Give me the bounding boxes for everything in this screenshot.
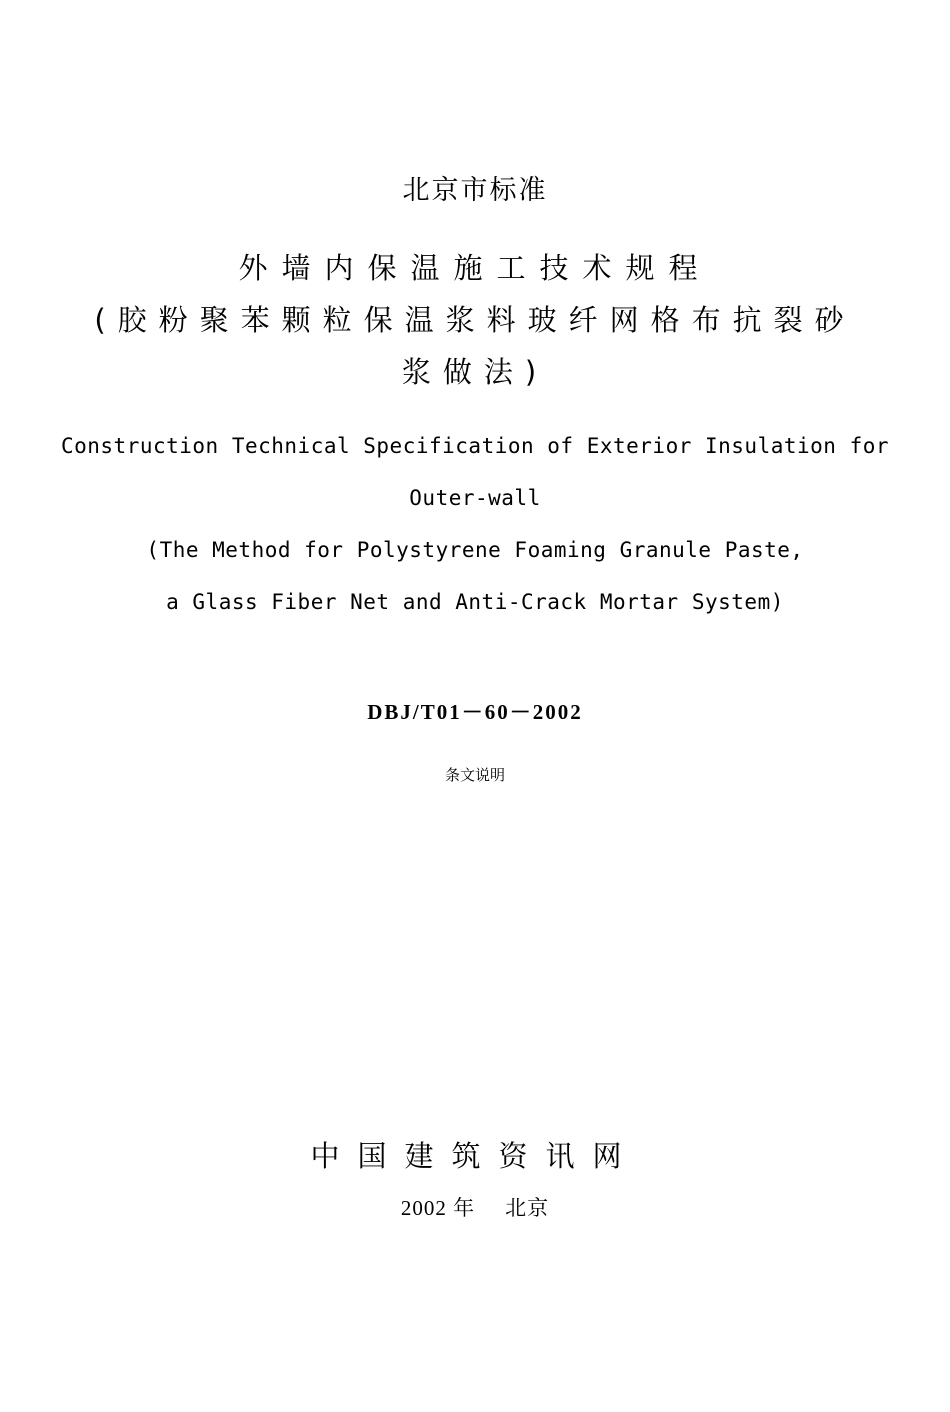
chinese-title-line-3: 浆做法) (401, 355, 549, 389)
document-subtitle: 条文说明 (444, 766, 505, 784)
standard-type-heading: 北京市标准 (402, 175, 548, 206)
chinese-title-line-1: 外墙内保温施工技术规程 (238, 251, 712, 285)
english-title-line-4: a Glass Fiber Net and Anti-Crack Mortar System) (166, 590, 784, 614)
publisher-name: 中国建筑资讯网 (310, 1139, 640, 1173)
english-title-line-3: (The Method for Polystyrene Foaming Granule Paste, (146, 538, 804, 562)
publication-info (0, 1192, 950, 1222)
standard-code: DBJ/T01－60－2002 (367, 700, 583, 724)
publication-year: 2002 年 (400, 1196, 476, 1220)
english-title-line-1: Construction Technical Specification of Exterior Insulation for (60, 434, 889, 458)
english-title-line-2: Outer-wall (409, 486, 541, 510)
chinese-title-line-2: (胶粉聚苯颗粒保温浆料玻纤网格布抗裂砂 (94, 303, 856, 337)
publication-city: 北京 (505, 1196, 550, 1220)
